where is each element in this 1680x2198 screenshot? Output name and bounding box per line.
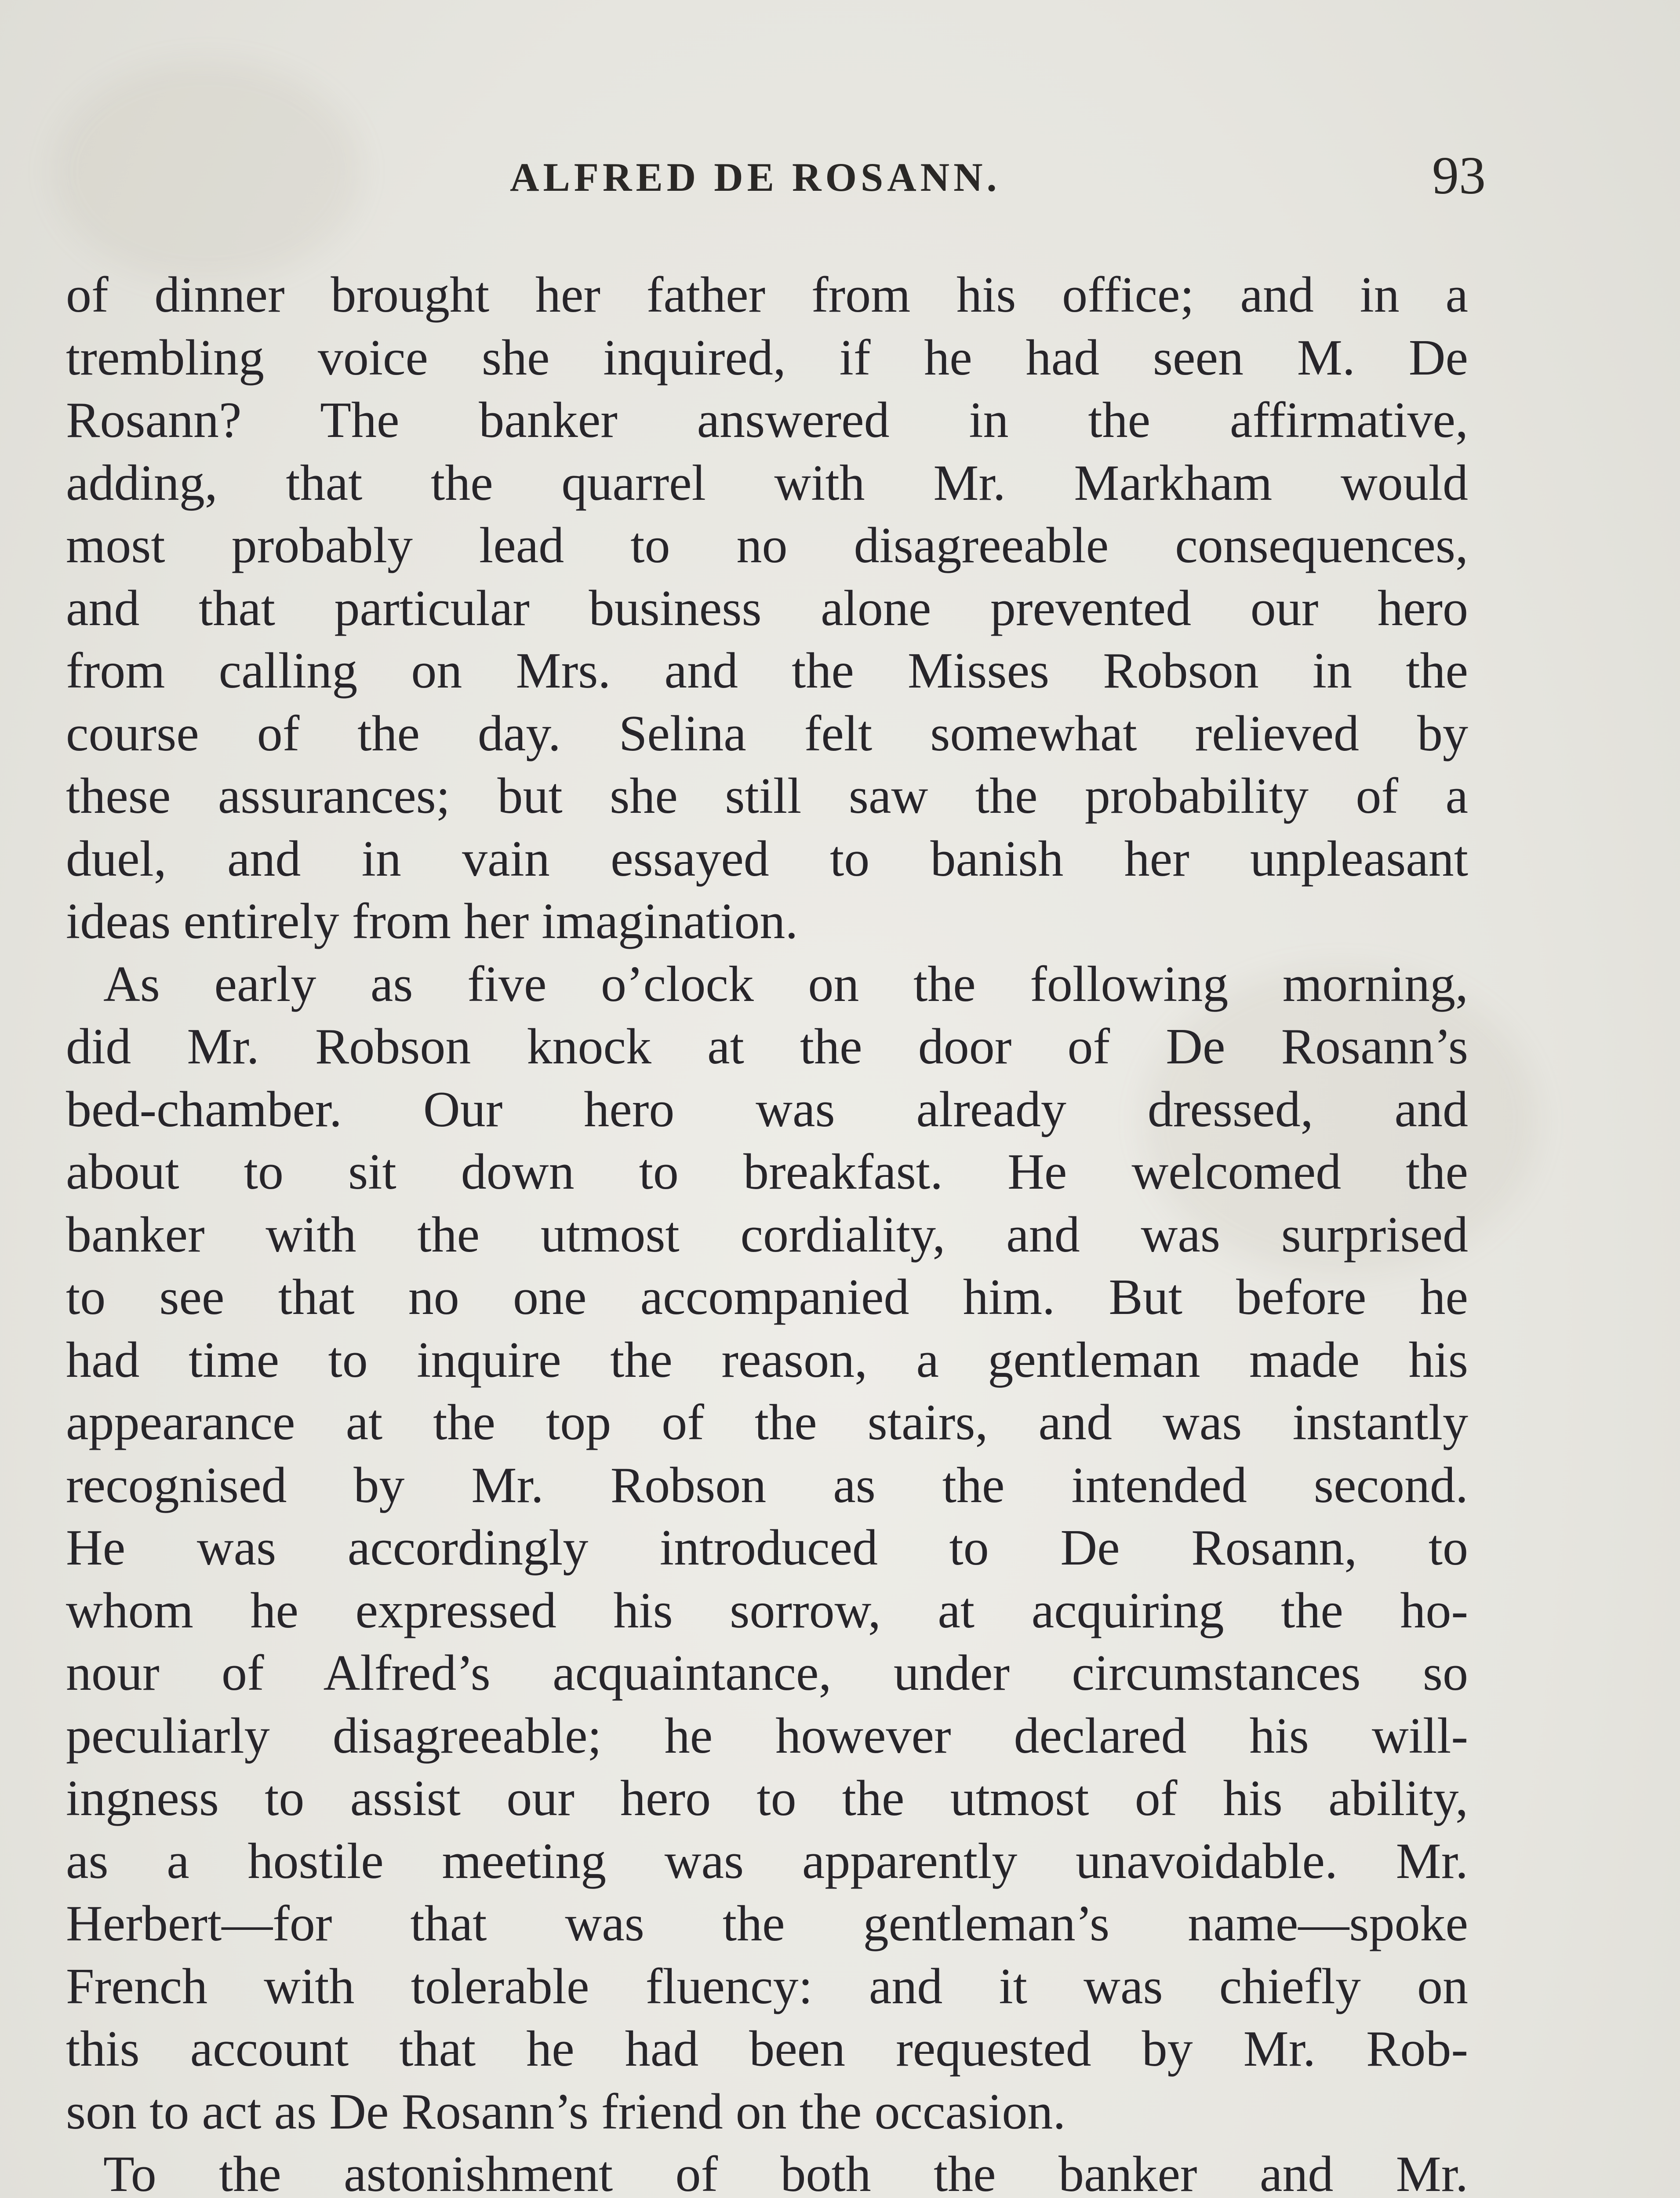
page-number: 93 (1432, 146, 1486, 205)
text-line: banker with the utmost cordiality, and was surprised (66, 1206, 1468, 1263)
text-line: about to sit down to breakfast. He welcomed the (66, 1144, 1468, 1200)
text-line: had time to inquire the reason, a gentleman made his (66, 1332, 1468, 1388)
text-line: to see that no one accompanied him. But before he (66, 1269, 1468, 1325)
text-line: recognised by Mr. Robson as the intended second. (66, 1457, 1468, 1514)
text-line: bed-chamber. Our hero was already dressed, and (66, 1081, 1468, 1138)
text-line: course of the day. Selina felt somewhat relieved by (66, 705, 1468, 762)
text-line: adding, that the quarrel with Mr. Markham would (66, 455, 1468, 511)
text-line: nour of Alfred’s acquaintance, under circumstances so (66, 1645, 1468, 1701)
text-line: duel, and in vain essayed to banish her unpleasant (66, 830, 1468, 887)
body-text (66, 264, 1468, 2198)
text-line: from calling on Mrs. and the Misses Robson in the (66, 643, 1468, 699)
text-line: as a hostile meeting was apparently unavoidable. Mr. (66, 1833, 1468, 1889)
text-line: appearance at the top of the stairs, and was instantly (66, 1394, 1468, 1451)
text-line: son to act as De Rosann’s friend on the occasion. (66, 2083, 1066, 2140)
text-line: did Mr. Robson knock at the door of De Rosann’s (66, 1019, 1468, 1075)
paragraph-first-line: To the astonishment of both the banker and Mr. (103, 2146, 1468, 2198)
text-line: most probably lead to no disagreeable consequences, (66, 517, 1468, 574)
text-line: peculiarly disagreeable; he however declared his will- (66, 1707, 1468, 1764)
text-line: trembling voice she inquired, if he had seen M. De (66, 329, 1468, 386)
text-line: of dinner brought her father from his office; and in a (66, 267, 1468, 323)
text-line: whom he expressed his sorrow, at acquiring the ho- (66, 1582, 1468, 1639)
text-line: Rosann? The banker answered in the affirmative, (66, 392, 1468, 448)
running-title: ALFRED DE ROSANN. (510, 155, 1001, 200)
text-line: these assurances; but she still saw the probability of a (66, 768, 1468, 824)
text-line: ingness to assist our hero to the utmost of his ability, (66, 1770, 1468, 1827)
text-line: He was accordingly introduced to De Rosann, to (66, 1520, 1468, 1576)
page-header (510, 145, 1486, 211)
text-line: Herbert—for that was the gentleman’s name—spoke (66, 1896, 1468, 1952)
text-line: French with tolerable fluency: and it was chiefly on (66, 1958, 1468, 2015)
text-line: and that particular business alone prevented our hero (66, 580, 1468, 637)
paper-stain (53, 62, 360, 281)
text-line: ideas entirely from her imagination. (66, 893, 798, 950)
text-line: this account that he had been requested by Mr. Rob- (66, 2021, 1468, 2077)
paragraph-first-line: As early as five o’clock on the following morning, (103, 956, 1468, 1012)
